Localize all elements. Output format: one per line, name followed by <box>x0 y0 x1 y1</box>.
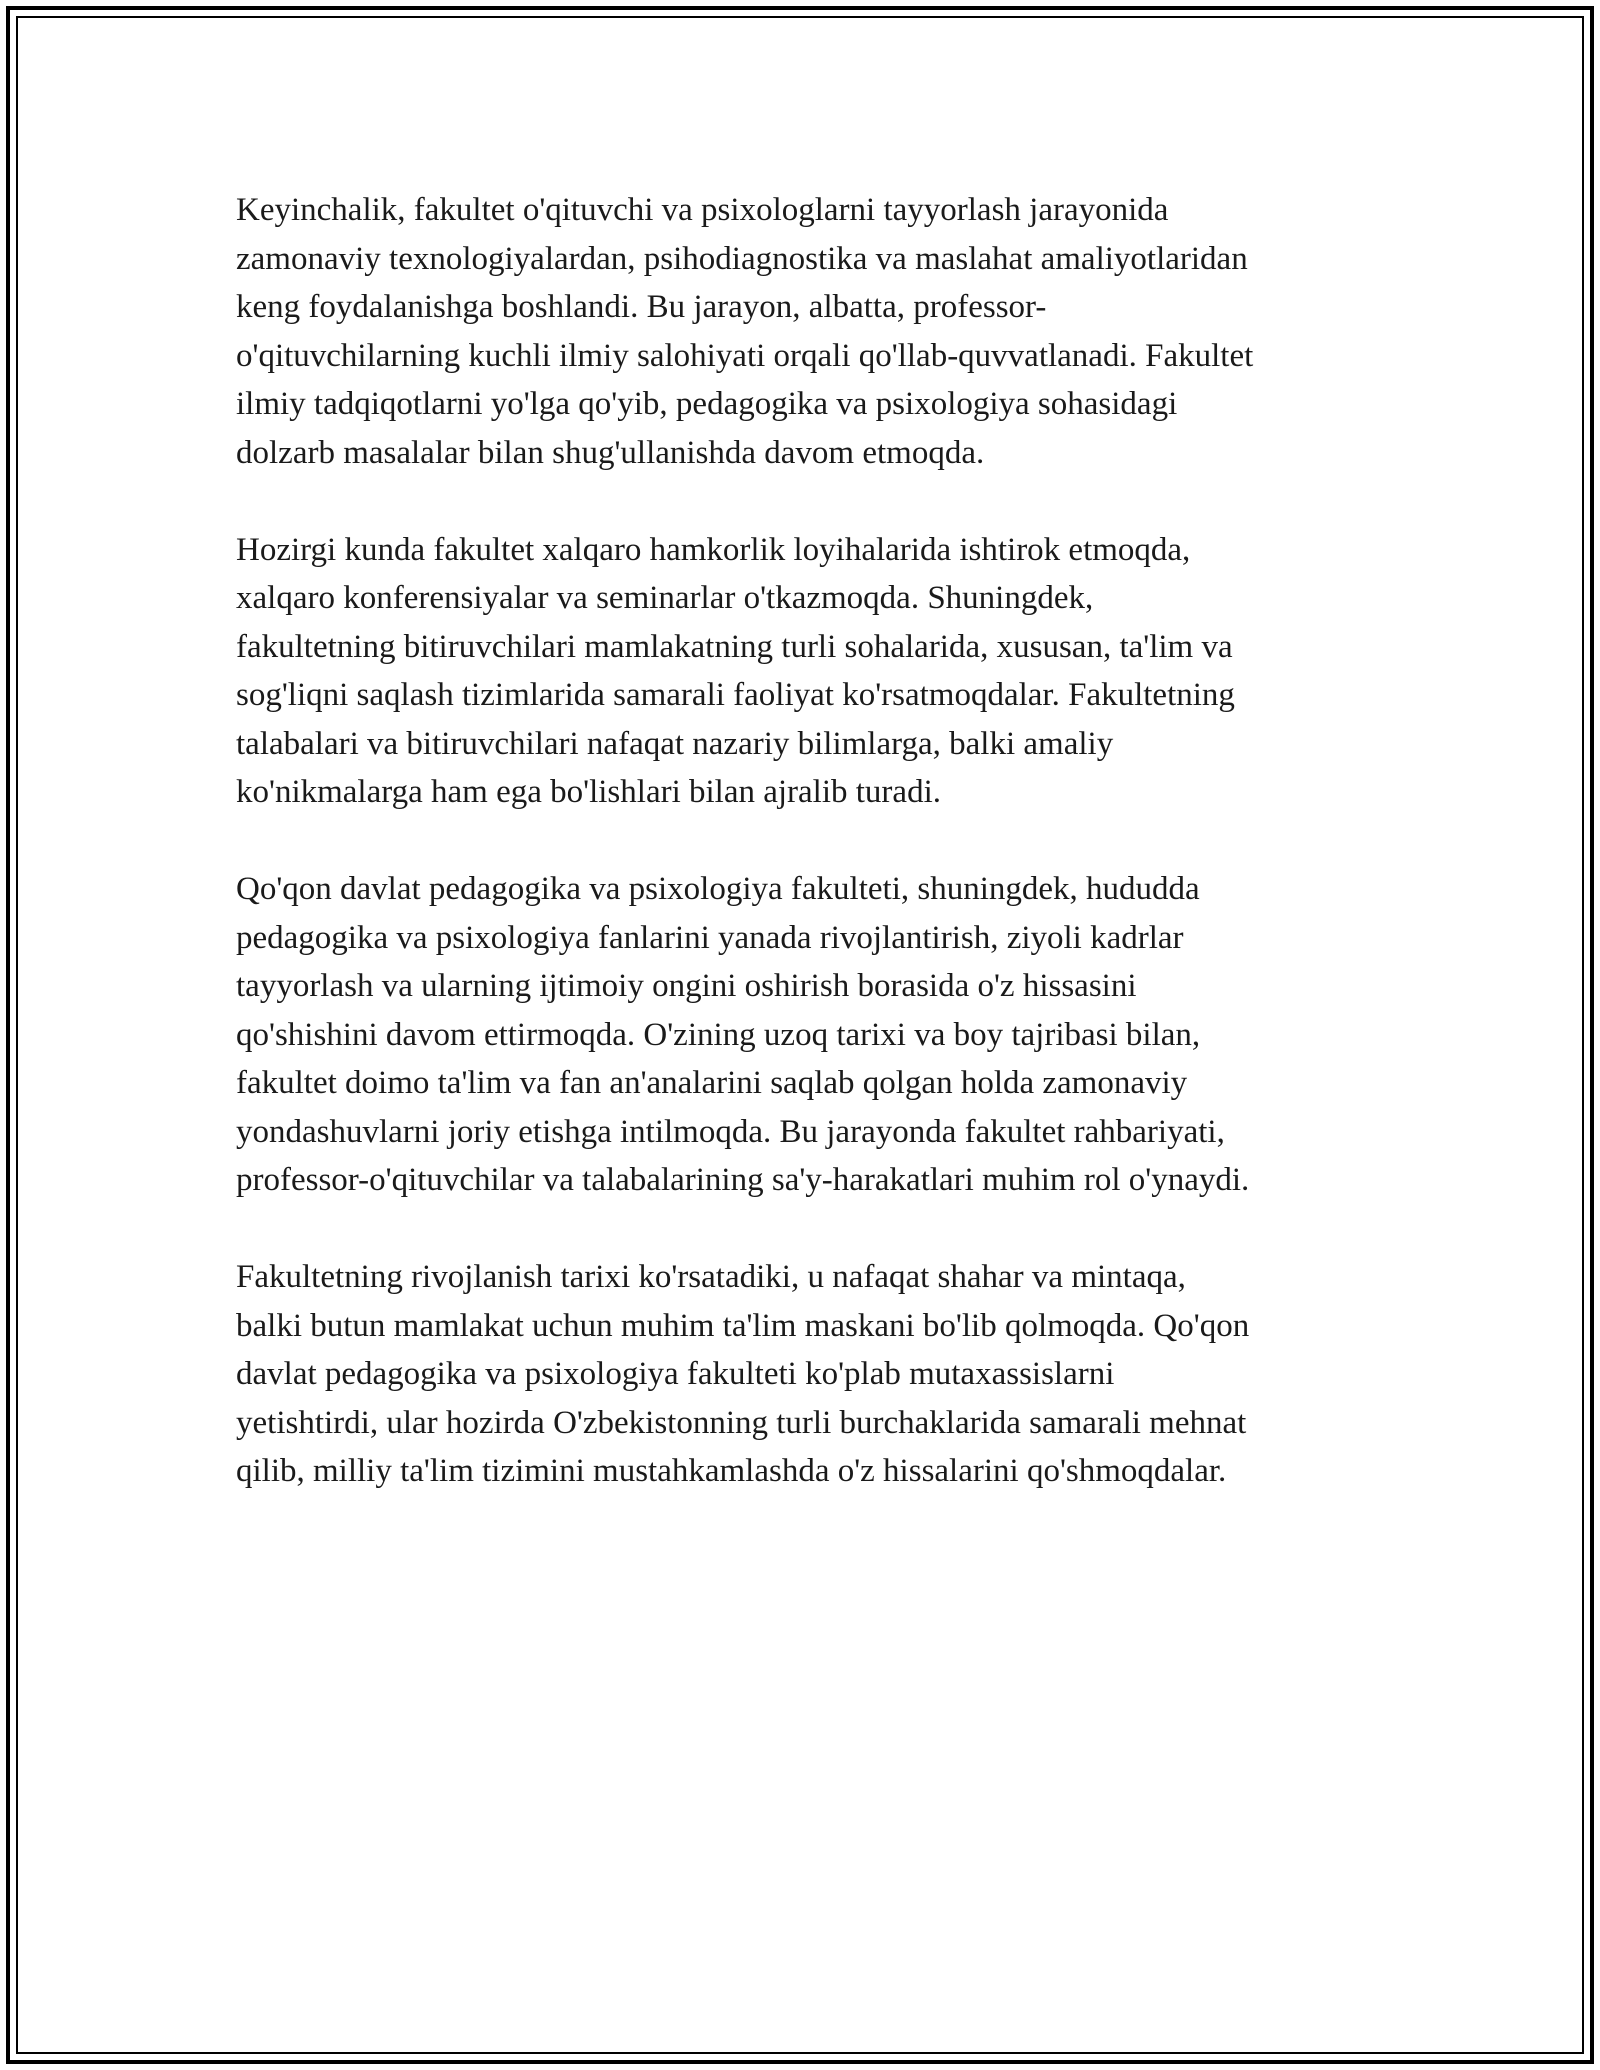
text-line: Hozirgi kunda fakultet xalqaro hamkorlik loyihalarida ishtirok etmoqda, <box>236 531 1191 568</box>
text-line: balki butun mamlakat uchun muhim ta'lim maskani bo'lib qolmoqda. Qo'qon <box>236 1307 1250 1344</box>
text-line: talabalari va bitiruvchilari nafaqat nazariy bilimlarga, balki amaliy <box>236 725 1114 762</box>
text-line: professor-o'qituvchilar va talabalarining sa'y-harakatlari muhim rol o'ynaydi. <box>236 1162 1250 1198</box>
text-line: davlat pedagogika va psixologiya fakulteti ko'plab mutaxassislarni <box>236 1356 1115 1392</box>
paragraph-4 <box>236 1253 1376 1496</box>
text-line: fakultet doimo ta'lim va fan an'analarini saqlab qolgan holda zamonaviy <box>236 1065 1188 1101</box>
text-line: zamonaviy texnologiyalardan, psihodiagnostika va maslahat amaliyotlaridan <box>236 240 1248 277</box>
text-line: qo'shishini davom ettirmoqda. O'zining uzoq tarixi va boy tajribasi bilan, <box>236 1016 1201 1053</box>
text-line: pedagogika va psixologiya fanlarini yanada rivojlantirish, ziyoli kadrlar <box>236 919 1184 956</box>
document-body <box>236 186 1376 1544</box>
text-line: yetishtirdi, ular hozirda O'zbekistonning turli burchaklarida samarali mehnat <box>236 1404 1247 1441</box>
text-line: xalqaro konferensiyalar va seminarlar o'tkazmoqda. Shuningdek, <box>236 580 1094 616</box>
text-line: qilib, milliy ta'lim tizimini mustahkamlashda o'z hissalarini qo'shmoqdalar. <box>236 1453 1227 1489</box>
text-line: Keyinchalik, fakultet o'qituvchi va psixologlarni tayyorlash jarayonida <box>236 192 1169 228</box>
text-line: ilmiy tadqiqotlarni yo'lga qo'yib, pedagogika va psixologiya sohasidagi <box>236 386 1178 422</box>
text-line: o'qituvchilarning kuchli ilmiy salohiyati orqali qo'llab-quvvatlanadi. Fakultet <box>236 337 1254 374</box>
text-line: Qo'qon davlat pedagogika va psixologiya fakulteti, shuningdek, hududda <box>236 871 1200 907</box>
text-line: ko'nikmalarga ham ega bo'lishlari bilan ajralib turadi. <box>236 774 941 810</box>
paragraph-2 <box>236 526 1376 817</box>
paragraph-1 <box>236 186 1376 477</box>
text-line: keng foydalanishga boshlandi. Bu jarayon, albatta, professor- <box>236 289 1047 325</box>
text-line: sog'liqni saqlash tizimlarida samarali faoliyat ko'rsatmoqdalar. Fakultetning <box>236 677 1235 713</box>
text-line: tayyorlash va ularning ijtimoiy ongini oshirish borasida o'z hissasini <box>236 968 1137 1004</box>
text-line: yondashuvlarni joriy etishga intilmoqda. Bu jarayonda fakultet rahbariyati, <box>236 1113 1225 1150</box>
text-line: dolzarb masalalar bilan shug'ullanishda davom etmoqda. <box>236 434 985 471</box>
text-line: fakultetning bitiruvchilari mamlakatning turli sohalarida, xususan, ta'lim va <box>236 628 1233 665</box>
text-line: Fakultetning rivojlanish tarixi ko'rsatadiki, u nafaqat shahar va mintaqa, <box>236 1259 1186 1295</box>
paragraph-3 <box>236 865 1376 1205</box>
